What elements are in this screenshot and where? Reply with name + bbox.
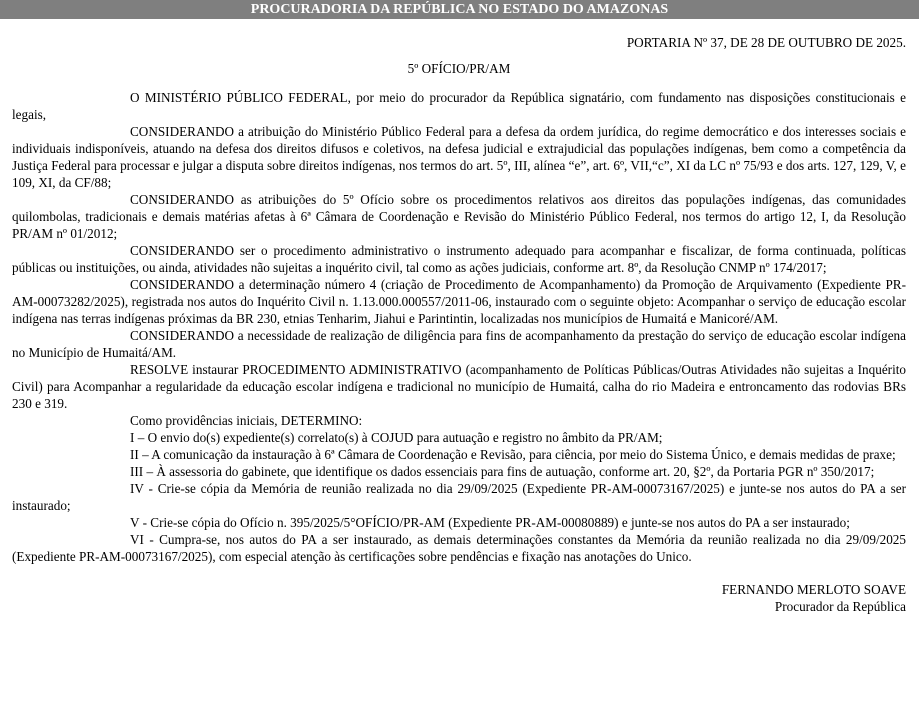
paragraph-considerando-3: CONSIDERANDO ser o procedimento administrativo o instrumento adequado para acompanhar e fiscalizar, de forma continuada, políticas públicas ou instituições, ou ainda, atividades não sujeitas a inquérito civil, tal como as ações judiciais, conforme art. 8º, da Resolução CNMP nº 174/2017; [12,243,906,275]
portaria-title: PORTARIA Nº 37, DE 28 DE OUTUBRO DE 2025. [626,35,906,50]
oficio-label: 5º OFÍCIO/PR/AM [407,61,511,76]
paragraph-considerando-1: CONSIDERANDO a atribuição do Ministério Público Federal para a defesa da ordem jurídica, do regime democrático e dos interesses sociais e individuais indisponíveis, atuando na defesa dos direitos difusos e coletivos, na defesa judicial e extrajudicial das populações indígenas, bem como a competência da Justiça Federal para processar e julgar a disputa sobre direitos indígenas, nos termos do art. 5º, III, alínea “e”, art. 6º, VII,“c”, XI da LC nº 75/93 e dos arts. 127, 129, V, e 109, XI, da CF/88; [12,124,906,190]
signature-title: Procurador da República [774,599,906,614]
header-bar: PROCURADORIA DA REPÚBLICA NO ESTADO DO AMAZONAS [0,0,919,19]
document-body [12,34,906,615]
paragraph-item-iv: IV - Crie-se cópia da Memória de reunião realizada no dia 29/09/2025 (Expediente PR-AM-00073167/2025) e junte-se nos autos do PA a ser instaurado; [12,481,906,513]
paragraph-item-i: I – O envio do(s) expediente(s) correlato(s) à COJUD para autuação e registro no âmbito da PR/AM; [130,430,663,445]
paragraph-item-vi: VI - Cumpra-se, nos autos do PA a ser instaurado, as demais determinações constantes da Memória da reunião realizada no dia 29/09/2025 (Expediente PR-AM-00073167/2025), com especial atenção às certificações sobre pendências e fixação nas anotações do Unico. [12,532,906,564]
paragraph-item-ii: II – A comunicação da instauração à 6ª Câmara de Coordenação e Revisão, para ciência, por meio do Sistema Único, e demais medidas de praxe; [130,447,896,462]
paragraph-considerando-4: CONSIDERANDO a determinação número 4 (criação de Procedimento de Acompanhamento) da Promoção de Arquivamento (Expediente PR-AM-00073282/2025), registrada nos autos do Inquérito Civil n. 1.13.000.000557/2011-06, instaurado com o seguinte objeto: Acompanhar o serviço de educação escolar indígena nas terras indígenas próximas da BR 230, etnias Tenharim, Jiahui e Parintintin, localizadas nos municípios de Humaitá e Manicoré/AM. [12,277,906,326]
signature-name: FERNANDO MERLOTO SOAVE [721,582,906,597]
paragraph-item-iii: III – À assessoria do gabinete, que identifique os dados essenciais para fins de autuação, conforme art. 20, §2º, da Portaria PGR nº 350/2017; [130,464,875,479]
paragraph-considerando-5: CONSIDERANDO a necessidade de realização de diligência para fins de acompanhamento da prestação do serviço de educação escolar indígena no Município de Humaitá/AM. [12,328,906,360]
paragraph-intro: O MINISTÉRIO PÚBLICO FEDERAL, por meio do procurador da República signatário, com fundamento nas disposições constitucionais e legais, [12,90,906,122]
paragraph-resolve: RESOLVE instaurar PROCEDIMENTO ADMINISTRATIVO (acompanhamento de Políticas Públicas/Outras Atividades não sujeitas a Inquérito Civil) para Acompanhar a regularidade da educação escolar indígena e tradicional no município de Humaitá, calha do rio Madeira e entroncamento das rodovias BRs 230 e 319. [12,362,906,411]
paragraph-considerando-2: CONSIDERANDO as atribuições do 5º Ofício sobre os procedimentos relativos aos direitos das populações indígenas, das comunidades quilombolas, tradicionais e demais matérias afetas à 6ª Câmara de Coordenação e Revisão do Ministério Público Federal, nos termos do artigo 12, I, da Resolução PR/AM nº 01/2012; [12,192,906,241]
paragraph-determino: Como providências iniciais, DETERMINO: [130,413,363,428]
paragraph-item-v: V - Crie-se cópia do Ofício n. 395/2025/5°OFÍCIO/PR-AM (Expediente PR-AM-00080889) e junte-se nos autos do PA a ser instaurado; [130,515,850,530]
